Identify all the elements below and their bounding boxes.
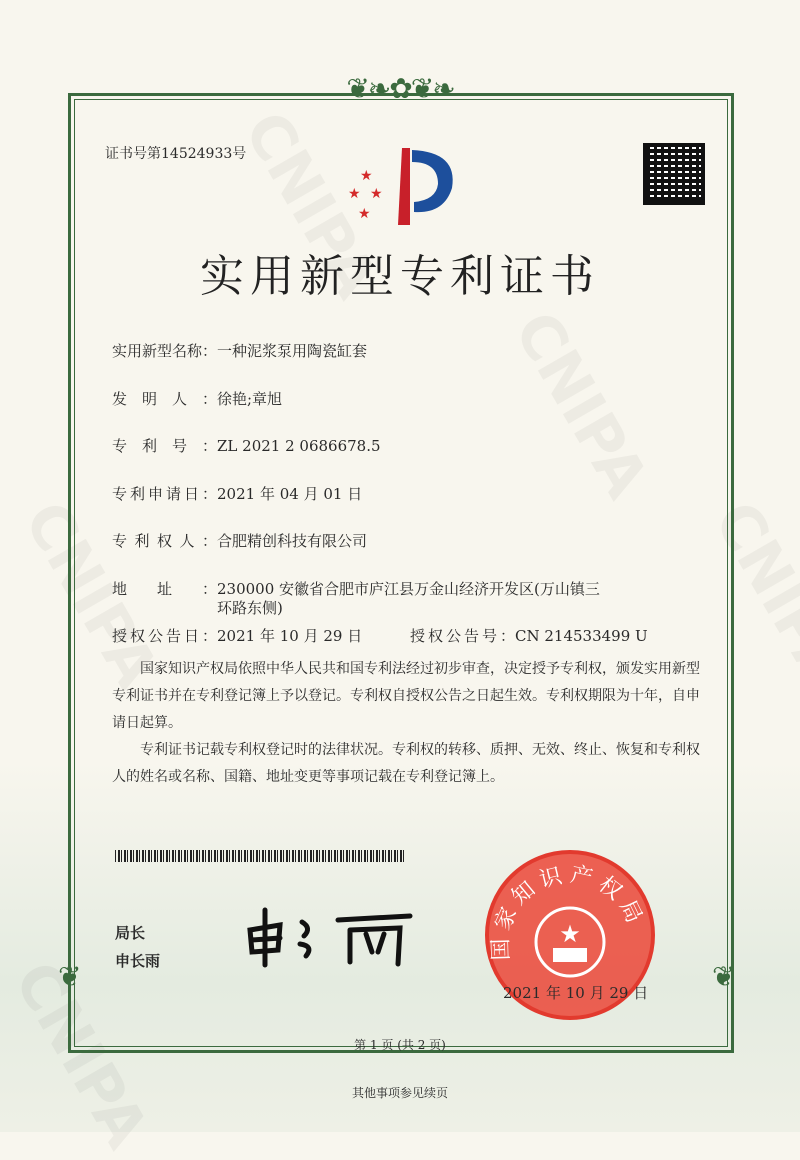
svg-text:国家知识产权局: 国家知识产权局: [488, 862, 649, 961]
paragraph: 专利证书记载专利权登记时的法律状况。专利权的转移、质押、无效、终止、恢复和专利权人的姓名或名称、国籍、地址变更等事项记载在专利登记簿上。: [112, 742, 700, 785]
signatory-title: 局长: [115, 924, 146, 942]
field-grant-number: 授权公告号：CN 214533499 U: [410, 627, 648, 645]
field-patentee: 专利权人：合肥精创科技有限公司: [112, 532, 368, 550]
field-application-date: 专利申请日：2021 年 04 月 01 日: [112, 485, 363, 503]
certificate-number: 证书号第14524933号: [105, 146, 247, 162]
cnipa-logo: [340, 140, 460, 230]
field-address-line2: 环路东侧): [217, 599, 283, 617]
ornament-corner: ❦: [712, 960, 736, 993]
ornament-top: ❦❧✿❦❧: [346, 72, 454, 105]
qr-code[interactable]: [643, 143, 705, 205]
svg-text:★: ★: [370, 186, 383, 202]
barcode: [115, 850, 405, 862]
paragraph: 国家知识产权局依照中华人民共和国专利法经过初步审查，决定授予专利权，颁发实用新型专利证书并在专利登记簿上予以登记。专利权自授权公告之日起生效。专利权期限为十年，自申请日起算。: [112, 661, 700, 731]
field-inventor: 发明人：徐艳;章旭: [112, 390, 283, 408]
continued-note: 其他事项参见续页: [351, 1086, 448, 1100]
svg-text:★: ★: [559, 920, 581, 948]
svg-text:★: ★: [358, 206, 371, 222]
seal-date: 2021 年 10 月 29 日: [503, 984, 649, 1002]
ornament-corner: ❦: [58, 960, 82, 993]
page-info: 第 1 页 (共 2 页): [354, 1038, 446, 1052]
page-title: 实用新型专利证书: [200, 251, 600, 302]
field-name: 实用新型名称：一种泥浆泵用陶瓷缸套: [112, 342, 368, 360]
svg-text:★: ★: [348, 186, 361, 202]
field-patent-number: 专利号：ZL 2021 2 0686678.5: [112, 437, 381, 455]
signature: [240, 900, 420, 970]
svg-text:★: ★: [360, 168, 373, 184]
field-grant-date: 授权公告日：2021 年 10 月 29 日: [112, 627, 363, 645]
signatory-name: 申长雨: [115, 952, 161, 970]
field-address: 地址：230000 安徽省合肥市庐江县万金山经济开发区(万山镇三: [112, 580, 600, 598]
